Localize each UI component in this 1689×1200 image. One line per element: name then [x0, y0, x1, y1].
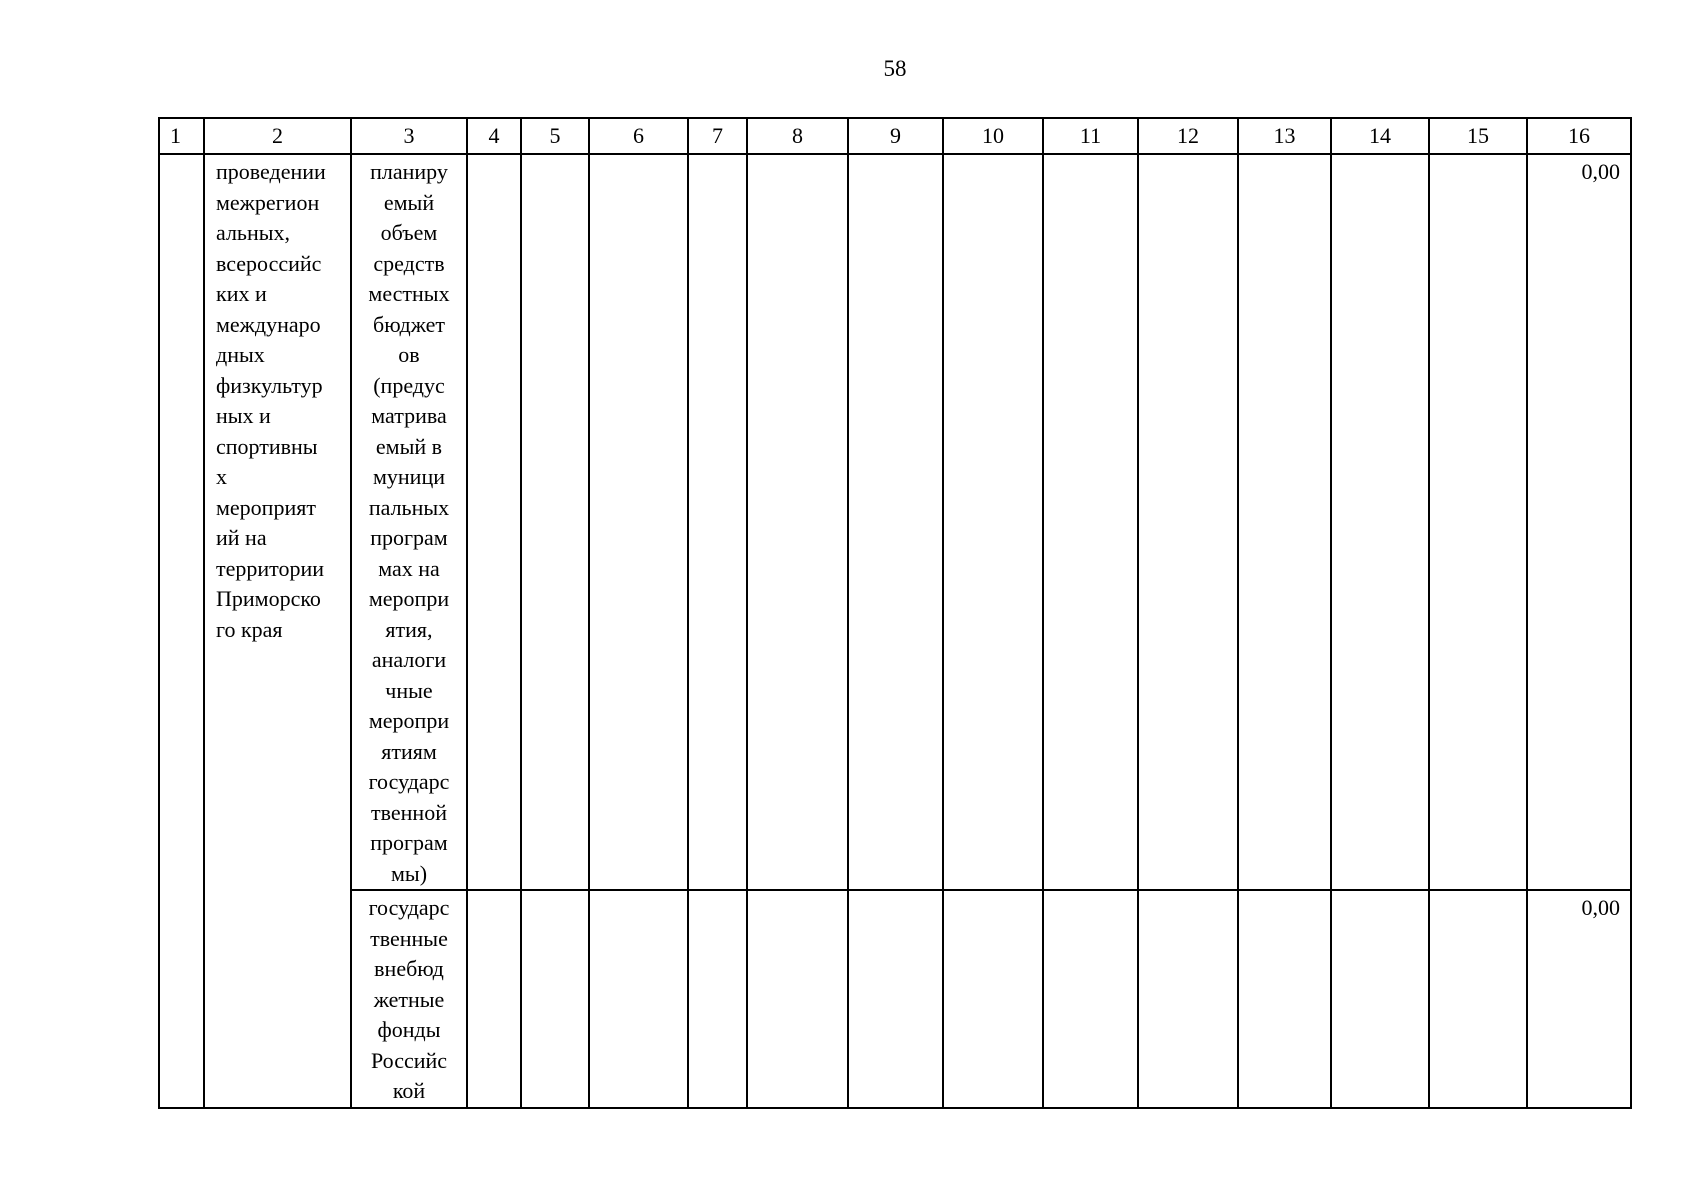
- source-line: емый в: [375, 433, 443, 459]
- header-cell-16: 16: [1527, 118, 1631, 154]
- source-line: кой: [392, 1078, 426, 1103]
- table-cell: [943, 890, 1043, 1108]
- source-line: емый: [383, 189, 435, 215]
- header-cell-8: 8: [747, 118, 848, 154]
- source-line: пальных: [368, 494, 450, 520]
- source-line: ов: [398, 342, 420, 367]
- description-line: всероссийс: [216, 250, 322, 276]
- source-line: чные: [385, 677, 433, 703]
- description-line: го края: [216, 616, 283, 642]
- table-cell: [747, 154, 848, 890]
- table-cell: [688, 154, 747, 890]
- source-line: програм: [370, 525, 448, 550]
- table-cell: [467, 890, 521, 1108]
- header-cell-15: 15: [1429, 118, 1527, 154]
- header-cell-12: 12: [1138, 118, 1238, 154]
- source-line: програм: [370, 830, 448, 855]
- description-line: дных: [216, 342, 265, 367]
- funding-source-cell: [351, 890, 467, 1108]
- header-cell-1: 1: [159, 118, 204, 154]
- value-cell: 0,00: [1527, 890, 1631, 1108]
- source-line: мы): [390, 860, 428, 886]
- table-cell: [1331, 890, 1429, 1108]
- source-line: твенные: [370, 925, 448, 951]
- source-line: государс: [368, 895, 450, 920]
- source-line: аналоги: [371, 647, 447, 672]
- source-line: меропри: [368, 586, 450, 611]
- header-cell-10: 10: [943, 118, 1043, 154]
- description-line: территории: [216, 555, 325, 581]
- description-line: междунаро: [216, 311, 321, 337]
- header-cell-4: 4: [467, 118, 521, 154]
- value-cell: 0,00: [1527, 154, 1631, 890]
- source-line: мах на: [378, 555, 440, 581]
- source-line: средств: [373, 250, 445, 276]
- description-line: мероприят: [216, 494, 316, 520]
- source-line: внебюд: [374, 956, 444, 981]
- header-cell-13: 13: [1238, 118, 1331, 154]
- source-line: жетные: [373, 986, 445, 1012]
- header-row: [159, 118, 1631, 154]
- description-line: межрегион: [216, 189, 320, 215]
- header-cell-2: 2: [204, 118, 351, 154]
- header-cell-3: 3: [351, 118, 467, 154]
- description-line: ких и: [216, 281, 267, 306]
- table-cell: [943, 154, 1043, 890]
- table-cell: [1043, 154, 1138, 890]
- source-line: фонды: [377, 1017, 441, 1042]
- table-cell: [1138, 890, 1238, 1108]
- description-line: ий на: [216, 525, 267, 550]
- table-cell: [848, 154, 943, 890]
- header-cell-9: 9: [848, 118, 943, 154]
- funding-source-cell: [351, 154, 467, 890]
- source-line: государс: [368, 769, 450, 794]
- header-cell-14: 14: [1331, 118, 1429, 154]
- table-cell: [467, 154, 521, 890]
- description-line: х: [216, 464, 227, 489]
- cell-col1: [159, 154, 204, 1108]
- source-line: меропри: [368, 708, 450, 733]
- table-cell: [1429, 890, 1527, 1108]
- source-line: бюджет: [373, 311, 445, 337]
- table-cell: [589, 154, 688, 890]
- table-cell: [1238, 890, 1331, 1108]
- table-cell: [521, 890, 589, 1108]
- source-line: (предус: [373, 372, 445, 398]
- description-line: проведении: [216, 159, 326, 184]
- source-line: муници: [372, 464, 445, 489]
- table-row: [159, 890, 1631, 1108]
- table-cell: [1043, 890, 1138, 1108]
- table-cell: [1238, 154, 1331, 890]
- table-cell: [848, 890, 943, 1108]
- table-cell: [688, 890, 747, 1108]
- source-line: ятия,: [385, 616, 433, 642]
- table-cell: [1331, 154, 1429, 890]
- source-line: Российс: [370, 1047, 448, 1073]
- header-cell-6: 6: [589, 118, 688, 154]
- header-cell-5: 5: [521, 118, 589, 154]
- description-line: Приморско: [216, 586, 321, 611]
- table-cell: [1138, 154, 1238, 890]
- description-line: альных,: [216, 220, 291, 245]
- header-cell-11: 11: [1043, 118, 1138, 154]
- event-description-cell: [204, 154, 351, 1108]
- header-cell-7: 7: [688, 118, 747, 154]
- data-table: [158, 117, 1632, 1109]
- description-line: ных и: [216, 403, 271, 428]
- table-cell: [1429, 154, 1527, 890]
- source-line: местных: [368, 281, 450, 306]
- table-row: [159, 154, 1631, 890]
- source-line: планиру: [370, 159, 448, 184]
- description-line: физкультур: [216, 372, 323, 398]
- table-cell: [747, 890, 848, 1108]
- source-line: ятиям: [381, 738, 437, 764]
- page-number: 58: [883, 56, 907, 81]
- source-line: твенной: [371, 799, 447, 825]
- source-line: матрива: [371, 403, 447, 428]
- table-cell: [521, 154, 589, 890]
- description-line: спортивны: [216, 433, 318, 459]
- source-line: объем: [380, 220, 438, 245]
- table-cell: [589, 890, 688, 1108]
